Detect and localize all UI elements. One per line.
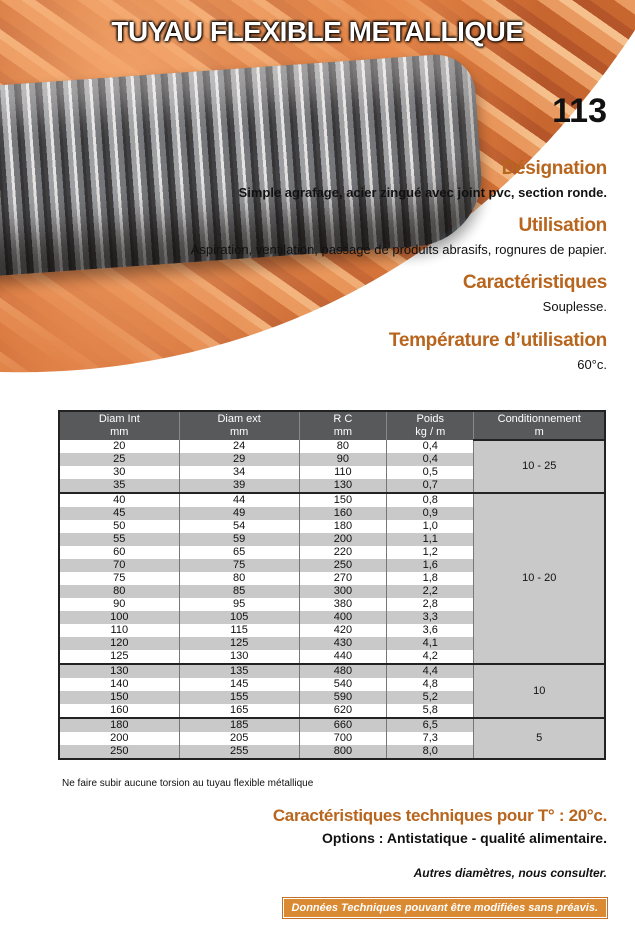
table-cell: 125 [179,637,299,650]
table-cell: 270 [299,572,386,585]
table-cell: 75 [179,559,299,572]
table-cell: 1,0 [387,520,474,533]
section-text: 60°c. [577,357,607,372]
table-cell: 660 [299,718,386,732]
table-cell: 3,3 [387,611,474,624]
section-heading: Température d’utilisation [388,330,607,351]
table-cell: 620 [299,704,386,718]
page-title: TUYAU FLEXIBLE METALLIQUE [111,16,524,47]
table-cell: 110 [59,624,179,637]
table-cell: 55 [59,533,179,546]
table-cell: 440 [299,650,386,664]
table-cell: 205 [179,732,299,745]
table-cell: 1,1 [387,533,474,546]
table-cell: 5,2 [387,691,474,704]
table-cell: 4,1 [387,637,474,650]
table-cell: 220 [299,546,386,559]
section-utilisation [191,215,607,257]
table-cell: 7,3 [387,732,474,745]
other-diameters-text: Autres diamètres, nous consulter. [413,866,607,880]
table-cell: 1,2 [387,546,474,559]
table-cell: 4,8 [387,678,474,691]
table-cell: 130 [59,664,179,678]
header-label: Diam Int [98,413,140,425]
table-cell: 0,4 [387,440,474,453]
table-cell: 115 [179,624,299,637]
table-cell: 50 [59,520,179,533]
section-temperature [389,330,607,372]
header-poids [387,411,474,440]
table-cell: 0,4 [387,453,474,466]
table-cell: 150 [299,493,386,507]
table-cell: 480 [299,664,386,678]
table-cell: 160 [299,507,386,520]
table-cell: 30 [59,466,179,479]
table-cell: 540 [299,678,386,691]
header-label: Poids [416,413,445,425]
table-row [59,664,605,678]
header-unit: mm [333,426,353,438]
table-cell: 24 [179,440,299,453]
product-number: 113 [552,92,607,130]
table-cell: 2,8 [387,598,474,611]
section-text: Aspiration, ventilation, passage de produits abrasifs, rognures de papier. [190,242,607,257]
table-cell: 180 [59,718,179,732]
table-cell: 29 [179,453,299,466]
header-unit: m [534,425,544,438]
table-cell: 200 [299,533,386,546]
header-diam-ext [179,411,299,440]
table-cell: 6,5 [387,718,474,732]
table-cell: 150 [59,691,179,704]
table-cell: 70 [59,559,179,572]
section-text: Simple agrafage, acier zingué avec joint pvc, section ronde. [238,185,607,200]
header-rc [299,411,386,440]
table-cell: 200 [59,732,179,745]
table-cell: 3,6 [387,624,474,637]
table-cell: 4,4 [387,664,474,678]
table-cell: 160 [59,704,179,718]
section-heading: Utilisation [518,215,607,236]
table-cell: 95 [179,598,299,611]
table-cell: 420 [299,624,386,637]
table-cell: 2,2 [387,585,474,598]
table-cell: 400 [299,611,386,624]
table-cell: 0,5 [387,466,474,479]
table-cell: 5,8 [387,704,474,718]
conditionnement-cell: 10 [474,664,605,718]
table-cell: 300 [299,585,386,598]
header-label: Diam ext [217,413,261,425]
table-cell: 250 [59,745,179,759]
table-cell: 80 [299,440,386,453]
table-row [59,718,605,732]
table-cell: 85 [179,585,299,598]
conditionnement-cell: 10 - 25 [474,440,605,493]
table-cell: 34 [179,466,299,479]
table-cell: 90 [299,453,386,466]
table-cell: 60 [59,546,179,559]
table-cell: 185 [179,718,299,732]
section-designation [239,158,607,200]
table-cell: 100 [59,611,179,624]
table-cell: 105 [179,611,299,624]
table-cell: 65 [179,546,299,559]
section-caracteristiques [463,272,607,314]
table-cell: 130 [299,479,386,493]
table-cell: 430 [299,637,386,650]
disclaimer-banner: Données Techniques pouvant être modifiées sans préavis. [283,898,607,918]
table-cell: 140 [59,678,179,691]
table-cell: 35 [59,479,179,493]
table-cell: 39 [179,479,299,493]
header-unit: mm [230,426,249,438]
table-cell: 90 [59,598,179,611]
table-cell: 20 [59,440,179,453]
table-cell: 8,0 [387,745,474,759]
section-heading: Désignation [501,158,607,179]
table-cell: 145 [179,678,299,691]
table-cell: 49 [179,507,299,520]
header-label: Conditionnement [497,412,581,425]
torsion-note: Ne faire subir aucune torsion au tuyau flexible métallique [62,778,314,789]
table-cell: 700 [299,732,386,745]
table-cell: 135 [179,664,299,678]
table-cell: 4,2 [387,650,474,664]
header-unit: kg / m [415,426,446,438]
options-text: Options : Antistatique - qualité alimentaire. [322,830,607,846]
table-cell: 800 [299,745,386,759]
table-cell: 75 [59,572,179,585]
table-cell: 250 [299,559,386,572]
spec-table [58,410,606,760]
conditionnement-cell: 10 - 20 [474,493,605,664]
conditionnement-cell: 5 [474,718,605,759]
section-heading: Caractéristiques [462,272,607,293]
table-cell: 590 [299,691,386,704]
table-cell: 125 [59,650,179,664]
tech-characteristics: Caractéristiques techniques pour T° : 20°c. [272,806,607,825]
table-row [59,493,605,507]
header-unit: mm [110,426,129,438]
table-body [59,440,605,759]
table-cell: 45 [59,507,179,520]
table-cell: 80 [59,585,179,598]
table-cell: 1,6 [387,559,474,572]
section-text: Souplesse. [542,299,607,314]
table-cell: 255 [179,745,299,759]
header-label: R C [333,413,353,425]
table-cell: 0,8 [387,493,474,507]
table-cell: 180 [299,520,386,533]
table-cell: 380 [299,598,386,611]
table-cell: 40 [59,493,179,507]
table-cell: 1,8 [387,572,474,585]
table-cell: 80 [179,572,299,585]
table-cell: 130 [179,650,299,664]
header-conditionnement [474,411,605,440]
table-cell: 44 [179,493,299,507]
table-cell: 110 [299,466,386,479]
table-cell: 165 [179,704,299,718]
table-cell: 0,7 [387,479,474,493]
table-cell: 54 [179,520,299,533]
header-diam-int [59,411,179,440]
table-cell: 0,9 [387,507,474,520]
table-cell: 25 [59,453,179,466]
table-cell: 155 [179,691,299,704]
table-row [59,440,605,453]
table-cell: 59 [179,533,299,546]
table-cell: 120 [59,637,179,650]
table-header-row [59,411,605,440]
